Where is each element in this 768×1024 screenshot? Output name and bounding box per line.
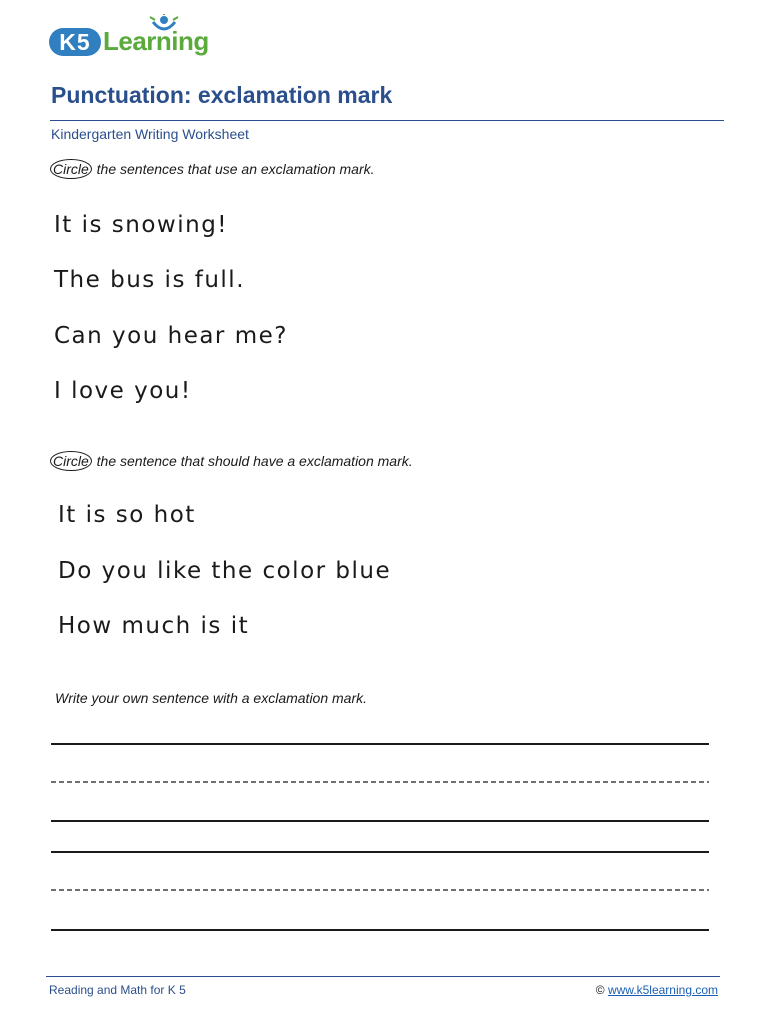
section2-circled-word: Circle — [50, 451, 92, 471]
section2-instruction-text: the sentence that should have a exclamation mark. — [92, 453, 413, 469]
section2-sentence-2: Do you like the color blue — [58, 558, 392, 584]
footer-link[interactable]: www.k5learning.com — [607, 983, 718, 997]
page-title: Punctuation: exclamation mark — [51, 82, 393, 108]
footer-copyright — [596, 983, 718, 997]
section3-instruction: Write your own sentence with a exclamation mark. — [55, 690, 368, 706]
logo-badge: K5 — [49, 28, 101, 56]
copyright-symbol: © — [595, 983, 605, 997]
handwriting-lines-graphic — [51, 740, 709, 940]
title-divider — [50, 120, 724, 121]
section1-circled-word: Circle — [50, 159, 92, 179]
logo-wordmark: Learning — [103, 26, 209, 56]
footer-tagline: Reading and Math for K 5 — [49, 983, 186, 997]
k5-learning-logo — [47, 14, 217, 60]
footer-divider — [46, 976, 720, 977]
section1-instruction — [50, 159, 375, 179]
section1-sentence-1: It is snowing! — [54, 212, 229, 238]
logo-figure-icon — [147, 14, 181, 36]
worksheet-subtitle: Kindergarten Writing Worksheet — [51, 126, 249, 142]
section1-sentence-2: The bus is full. — [54, 267, 246, 293]
section2-sentence-3: How much is it — [58, 613, 250, 639]
section1-sentence-4: I love you! — [54, 378, 192, 404]
section1-sentence-3: Can you hear me? — [54, 323, 288, 349]
section2-instruction — [50, 451, 413, 471]
section1-instruction-text: the sentences that use an exclamation mark. — [92, 161, 375, 177]
section2-sentence-1: It is so hot — [58, 502, 196, 528]
handwriting-lines[interactable] — [51, 740, 709, 940]
